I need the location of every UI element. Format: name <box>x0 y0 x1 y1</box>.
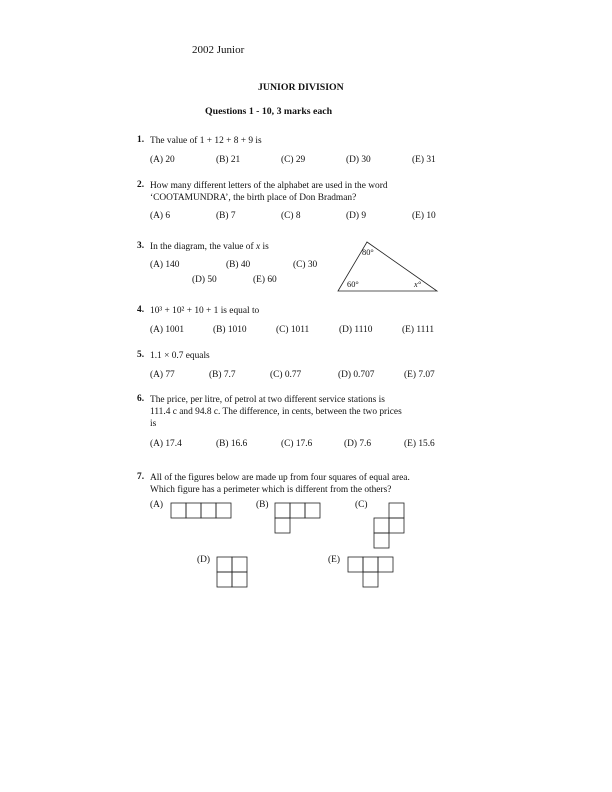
figure-c-shape <box>374 503 404 548</box>
option-a: (A) 77 <box>150 370 175 380</box>
question-text-line-2: 111.4 c and 94.8 c. The difference, in cents, between the two prices <box>150 407 402 417</box>
section-title: Questions 1 - 10, 3 marks each <box>205 106 333 117</box>
figure-d-shape <box>217 557 247 587</box>
option-b: (B) 7 <box>216 211 236 221</box>
option-e: (E) 31 <box>412 155 436 165</box>
angle-top-label: 80° <box>362 248 374 257</box>
question-text: 10³ + 10² + 10 + 1 is equal to <box>150 306 260 316</box>
figure-c-label: (C) <box>355 500 368 510</box>
question-number: 4. <box>137 305 145 315</box>
option-b: (B) 21 <box>216 155 241 165</box>
option-c: (C) 8 <box>281 211 301 221</box>
question-text-line-2: ‘COOTAMUNDRA’, the birth place of Don Bradman? <box>150 193 357 203</box>
question-text: In the diagram, the value of x is <box>150 242 269 252</box>
question-number: 2. <box>137 180 145 190</box>
option-d: (D) 9 <box>346 211 367 221</box>
option-d: (D) 1110 <box>339 325 373 335</box>
figure-b-shape <box>275 503 320 533</box>
option-a: (A) 1001 <box>150 325 185 335</box>
option-b: (B) 7.7 <box>209 370 236 380</box>
option-a: (A) 20 <box>150 155 175 165</box>
question-number: 5. <box>137 350 145 360</box>
option-d: (D) 0.707 <box>338 370 375 380</box>
running-header: 2002 Junior <box>192 44 245 56</box>
option-e: (E) 10 <box>412 211 436 221</box>
option-c: (C) 29 <box>281 155 306 165</box>
option-a: (A) 17.4 <box>150 439 182 449</box>
option-d: (D) 50 <box>192 275 217 285</box>
question-text-line-3: is <box>150 419 157 429</box>
option-d: (D) 7.6 <box>344 439 372 449</box>
question-text-line-1: How many different letters of the alphabet are used in the word <box>150 181 388 191</box>
figure-b-label: (B) <box>256 500 269 510</box>
figure-e-shape <box>348 557 393 587</box>
angle-left-label: 60° <box>347 280 359 289</box>
option-c: (C) 0.77 <box>270 370 302 380</box>
option-b: (B) 1010 <box>213 325 247 335</box>
option-c: (C) 30 <box>293 260 318 270</box>
question-number: 1. <box>137 135 145 145</box>
question-number: 3. <box>137 241 145 251</box>
figure-a-label: (A) <box>150 500 164 510</box>
option-e: (E) 1111 <box>402 325 435 335</box>
figure-a-shape <box>171 503 231 518</box>
question-text: The value of 1 + 12 + 8 + 9 is <box>150 136 262 146</box>
option-a: (A) 140 <box>150 260 180 270</box>
option-e: (E) 60 <box>253 275 277 285</box>
question-number: 6. <box>137 394 145 404</box>
question-text-line-1: The price, per litre, of petrol at two different service stations is <box>150 395 385 405</box>
division-title: JUNIOR DIVISION <box>258 82 344 93</box>
option-e: (E) 7.07 <box>404 370 435 380</box>
question-number: 7. <box>137 472 145 482</box>
question-text-line-1: All of the figures below are made up from four squares of equal area. <box>150 473 410 483</box>
option-c: (C) 17.6 <box>281 439 313 449</box>
option-b: (B) 40 <box>226 260 251 270</box>
figure-e-label: (E) <box>328 555 340 565</box>
angle-right-label: x° <box>414 280 422 289</box>
option-c: (C) 1011 <box>276 325 310 335</box>
option-e: (E) 15.6 <box>404 439 435 449</box>
figure-d-label: (D) <box>197 555 211 565</box>
question-text-line-2: Which figure has a perimeter which is different from the others? <box>150 485 392 495</box>
option-d: (D) 30 <box>346 155 371 165</box>
question-text: 1.1 × 0.7 equals <box>150 351 210 361</box>
option-a: (A) 6 <box>150 211 171 221</box>
option-b: (B) 16.6 <box>216 439 248 449</box>
